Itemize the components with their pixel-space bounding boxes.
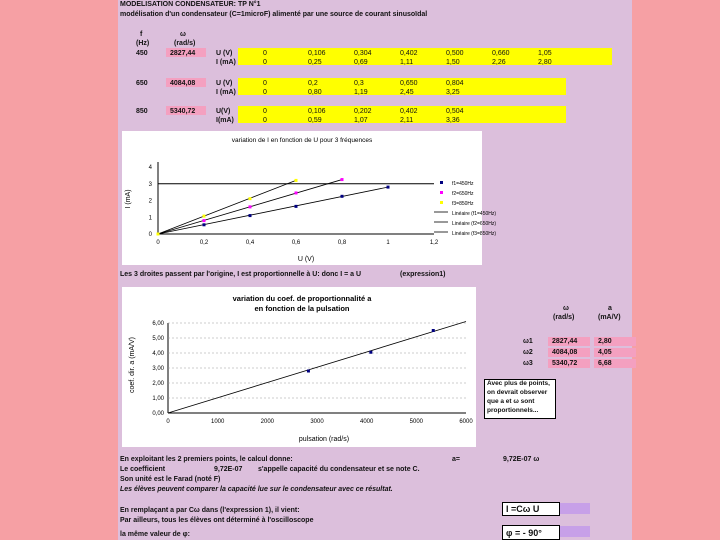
chart2-ytick: 2,00 — [152, 381, 164, 387]
chart-i-vs-u-svg — [122, 131, 497, 265]
col-f-unit: (Hz) — [136, 40, 150, 47]
chart1-point — [295, 191, 298, 194]
chart1-point — [157, 233, 160, 236]
chart1-point — [203, 219, 206, 222]
table1-cell[interactable]: 1,19 — [354, 89, 368, 96]
chart2-xtick: 6000 — [459, 419, 473, 425]
replace-line: En remplaçant a par Cω dans (l'expression 1), il vient: — [120, 507, 300, 514]
sheet-subtitle: modélisation d'un condensateur (C=1microF) alimenté par une source de courant sinusoïdal — [120, 11, 428, 18]
table1-cell[interactable]: 0,3 — [354, 80, 364, 87]
table1-cell[interactable]: 0,304 — [354, 50, 372, 57]
note-line-3: que a et ω sont — [487, 398, 535, 405]
chart1-xtick: 0,8 — [337, 240, 347, 246]
table1-cell[interactable]: 0 — [263, 50, 267, 57]
t2-col-a-unit: (mA/V) — [598, 314, 621, 321]
table2-w-cell[interactable]: 4084,08 — [548, 348, 590, 357]
note-line-1: Avec plus de points, — [487, 380, 550, 387]
row3-I-label: I(mA) — [216, 117, 234, 124]
t2-col-w: ω — [563, 305, 569, 312]
row1-values-block[interactable] — [238, 48, 612, 65]
coef-description: s'appelle capacité du condensateur et se note C. — [258, 466, 420, 473]
table1-cell[interactable]: 0,106 — [308, 50, 326, 57]
chart2-title-line2: en fonction de la pulsation — [254, 304, 350, 313]
chart1-ytick: 2 — [148, 198, 152, 205]
row2-w: 4084,08 — [170, 80, 196, 87]
formula2-box[interactable] — [502, 525, 560, 540]
table1-cell[interactable]: 1,50 — [446, 59, 460, 66]
table1-cell[interactable]: 0,650 — [400, 80, 418, 87]
chart1-point — [295, 205, 298, 208]
chart1-xtick: 0,2 — [199, 240, 209, 246]
exploit-line: En exploitant les 2 premiers points, le calcul donne: — [120, 456, 293, 463]
row1-w: 2827,44 — [170, 50, 196, 57]
chart1-legend-marker — [440, 181, 443, 184]
chart1-point — [203, 223, 206, 226]
chart2-xtick: 5000 — [409, 419, 424, 425]
a-equals: a= — [452, 456, 460, 463]
chart2-xtick: 0 — [166, 419, 170, 425]
table1-cell[interactable]: 0,402 — [400, 108, 418, 115]
row2-I-label: I (mA) — [216, 89, 236, 96]
table2-row-label[interactable]: ω2 — [523, 349, 533, 356]
chart2-ytick: 3,00 — [152, 366, 164, 372]
row3-w: 5340,72 — [170, 108, 196, 115]
table1-cell[interactable]: 0,2 — [308, 80, 318, 87]
chart1-legend-label: f2=650Hz — [452, 191, 474, 197]
chart1-xtick: 0 — [156, 240, 160, 246]
chart1-ytick: 4 — [148, 165, 152, 171]
chart1-legend-label: f3=850Hz — [452, 201, 474, 207]
note-line-2: on devrait observer — [487, 389, 548, 396]
conclusion-line: Les 3 droites passent par l'origine, I est proportionnelle à U: donc I = a U — [120, 271, 362, 278]
table2-a-cell[interactable]: 6,68 — [594, 359, 636, 368]
chart2-ytick: 0,00 — [152, 411, 164, 417]
table2-row-label[interactable]: ω1 — [523, 338, 533, 345]
table2-w-cell[interactable]: 5340,72 — [548, 359, 590, 368]
chart2-point — [307, 370, 310, 373]
oscillo-line: Par ailleurs, tous les élèves ont déterminé à l'oscilloscope — [120, 517, 314, 524]
t2-col-a: a — [608, 305, 612, 312]
table1-cell[interactable]: 2,80 — [538, 59, 552, 66]
table1-cell[interactable]: 0 — [263, 59, 267, 66]
table1-cell[interactable]: 3,36 — [446, 117, 460, 124]
formula2-side-cell[interactable] — [560, 526, 590, 537]
chart1-legend-label: Linéaire (f2=650Hz) — [452, 221, 497, 227]
row1-U-label: U (V) — [216, 50, 233, 57]
table1-cell[interactable]: 0,80 — [308, 89, 322, 96]
row2-U-label: U (V) — [216, 80, 233, 87]
sheet-title: MODELISATION CONDENSATEUR: TP N°1 — [120, 1, 261, 8]
table1-cell[interactable]: 0,25 — [308, 59, 322, 66]
chart1-trendline — [158, 180, 296, 234]
col-w-header: ω — [180, 31, 186, 38]
a-value: 9,72E-07 ω — [503, 456, 540, 463]
col-w-unit: (rad/s) — [174, 40, 196, 47]
chart1-xtick: 1 — [386, 240, 390, 246]
chart2-title-line1: variation du coef. de proportionnalité a — [232, 294, 372, 303]
note-line-4: proportionnels... — [487, 407, 539, 414]
table2-a-cell[interactable]: 2,80 — [594, 337, 636, 346]
table1-cell[interactable]: 0,69 — [354, 59, 368, 66]
table2-a-cell[interactable]: 4,05 — [594, 348, 636, 357]
row3-f[interactable]: 850 — [136, 108, 148, 115]
chart2-ytick: 6,00 — [152, 321, 164, 327]
note-box — [484, 379, 556, 419]
row1-I-label: I (mA) — [216, 59, 236, 66]
chart1-trendline — [158, 187, 388, 234]
chart2-xtick: 1000 — [210, 419, 225, 425]
chart1-legend-marker — [440, 191, 443, 194]
table1-cell[interactable]: 0 — [263, 80, 267, 87]
chart1-ytick: 1 — [148, 215, 152, 222]
t2-col-w-unit: (rad/s) — [553, 314, 575, 321]
chart2-ylabel: coef. dir. a (mA/V) — [129, 336, 136, 394]
chart1-legend-label: Linéaire (f1=450Hz) — [452, 211, 497, 217]
chart1-title: variation de I en fonction de U pour 3 fréquences — [231, 137, 373, 144]
table1-cell[interactable]: 2,45 — [400, 89, 414, 96]
table1-cell[interactable]: 0,804 — [446, 80, 464, 87]
table2-w-cell[interactable]: 2827,44 — [548, 337, 590, 346]
formula1-box[interactable] — [502, 502, 560, 516]
chart2-xlabel: pulsation (rad/s) — [298, 436, 350, 443]
table1-cell[interactable]: 2,26 — [492, 59, 506, 66]
table1-cell[interactable]: 0,59 — [308, 117, 322, 124]
table1-cell[interactable]: 0,500 — [446, 50, 464, 57]
chart1-ytick: 0 — [148, 232, 152, 238]
chart1-point — [249, 197, 252, 200]
chart1-ytick: 3 — [148, 181, 152, 188]
compare-line: Les élèves peuvent comparer la capacité lue sur le condensateur avec ce résultat. — [120, 486, 393, 493]
unit-line: Son unité est le Farad (noté F) — [120, 476, 221, 483]
chart1-point — [249, 214, 252, 217]
chart2-trendline — [168, 322, 466, 414]
table1-cell[interactable]: 0,106 — [308, 108, 326, 115]
table1-cell[interactable]: 0,402 — [400, 50, 418, 57]
chart1-point — [249, 205, 252, 208]
table1-cell[interactable]: 0 — [263, 89, 267, 96]
spreadsheet-sheet[interactable] — [118, 0, 632, 540]
chart1-xtick: 0,4 — [245, 240, 255, 246]
chart1-legend-label: Linéaire (f3=850Hz) — [452, 231, 497, 237]
table1-cell[interactable]: 1,07 — [354, 117, 368, 124]
table1-cell[interactable]: 0 — [263, 108, 267, 115]
row3-U-label: U(V) — [216, 108, 231, 115]
table1-cell[interactable]: 0 — [263, 117, 267, 124]
chart2-ytick: 4,00 — [152, 351, 164, 357]
chart1-point — [203, 215, 206, 218]
chart1-ylabel: I (mA) — [125, 189, 132, 209]
chart-i-vs-u[interactable] — [122, 131, 497, 265]
chart2-xtick: 3000 — [310, 419, 324, 425]
chart1-legend-label: f1=450Hz — [452, 181, 474, 187]
chart1-point — [341, 178, 344, 181]
table1-cell[interactable]: 0,202 — [354, 108, 372, 115]
row1-f[interactable]: 450 — [136, 50, 148, 57]
col-f-header: f — [140, 31, 143, 38]
formula1-side-cell[interactable] — [560, 503, 590, 514]
table1-cell[interactable]: 2,11 — [400, 117, 414, 124]
chart1-point — [295, 179, 298, 182]
coef-label: Le coefficient — [120, 466, 166, 473]
table1-cell[interactable]: 3,25 — [446, 89, 460, 96]
expression1-label: (expression1) — [400, 271, 446, 278]
phase-label: la même valeur de φ: — [120, 531, 190, 538]
chart2-point — [369, 351, 372, 354]
table1-cell[interactable]: 0,660 — [492, 50, 510, 57]
coef-value: 9,72E-07 — [214, 466, 243, 473]
chart-a-vs-pulsation-svg — [122, 287, 476, 447]
chart-a-vs-pulsation[interactable] — [122, 287, 476, 447]
chart1-legend-marker — [440, 201, 443, 204]
chart2-xtick: 4000 — [359, 419, 374, 425]
chart2-ytick: 1,00 — [152, 396, 164, 402]
table1-cell[interactable]: 1,05 — [538, 50, 552, 57]
table1-cell[interactable]: 1,11 — [400, 59, 414, 66]
chart1-xtick: 0,6 — [291, 240, 301, 246]
formula2: φ = - 90° — [506, 528, 542, 538]
table2-row-label[interactable]: ω3 — [523, 360, 533, 367]
chart2-xtick: 2000 — [260, 419, 275, 425]
chart1-point — [387, 186, 390, 189]
table1-cell[interactable]: 0,504 — [446, 108, 464, 115]
formula1: I =Cω U — [506, 504, 540, 514]
chart1-point — [341, 195, 344, 198]
chart1-xtick: 1,2 — [429, 240, 439, 246]
chart2-point — [432, 329, 435, 332]
chart2-ytick: 5,00 — [152, 336, 164, 342]
row2-f[interactable]: 650 — [136, 80, 148, 87]
chart1-xlabel: U (V) — [297, 256, 315, 263]
